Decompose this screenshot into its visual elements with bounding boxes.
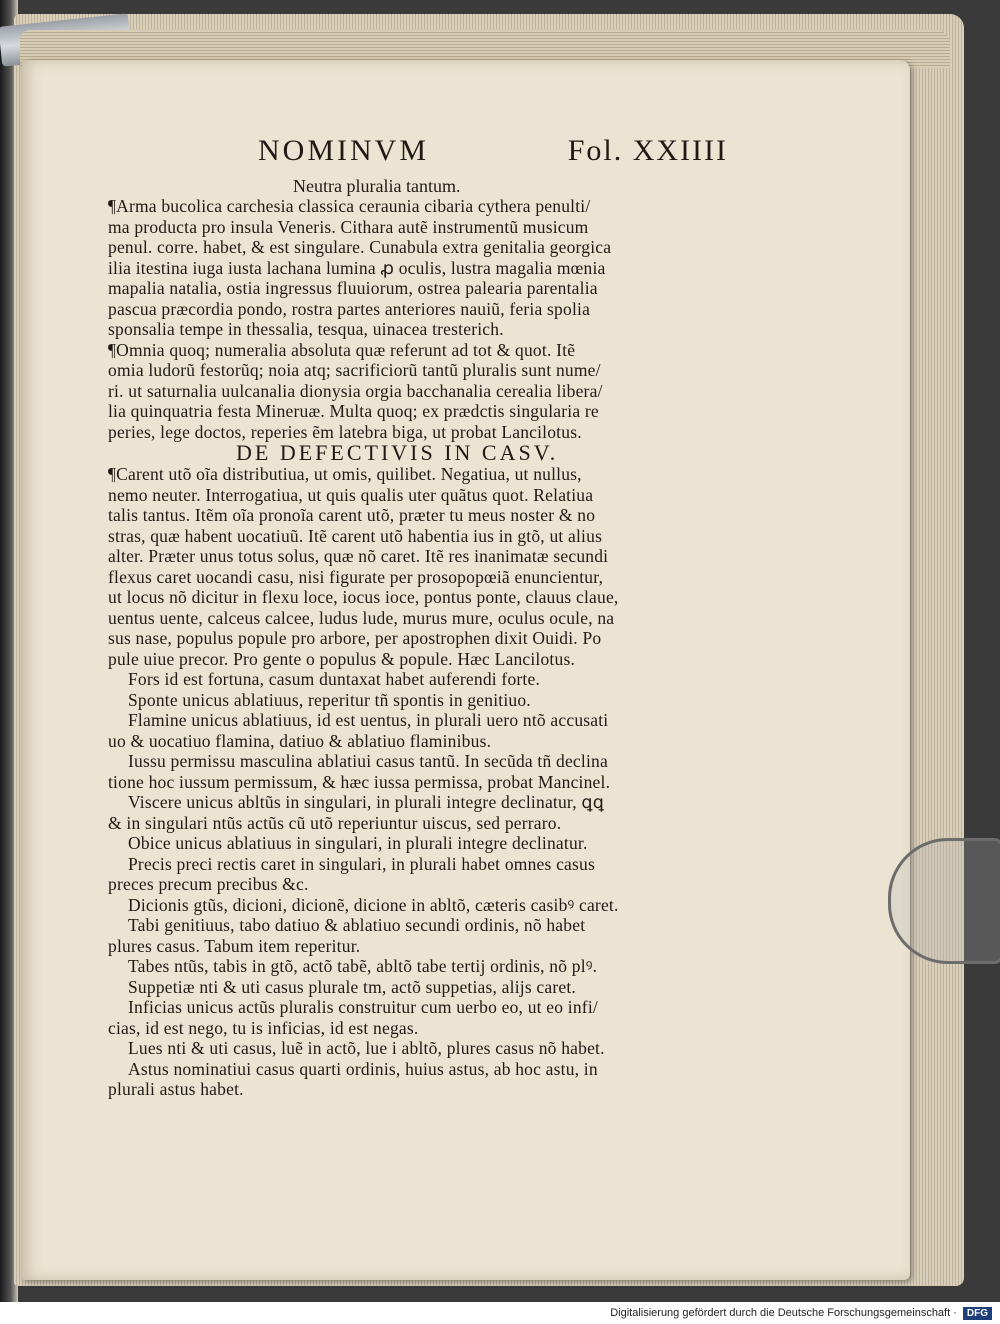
text-line: pule uiue precor. Pro gente o populus & popule. Hæc Lancilotus. [108,648,576,669]
text-line: preces precum precibus &c. [108,874,309,894]
paragraph-carent [108,464,728,669]
text-line: stras, quæ habent uocatiuũ. Itẽ carent utõ habentia ius in gtõ, ut alius [108,525,603,546]
text-line: Inficias unicus actũs pluralis construitur cum uerbo eo, ut eo infi/ [128,997,598,1017]
running-title: NOMINVM [258,134,429,167]
footer-bar [0,1302,1000,1324]
text-line: Flamine unicus ablatiuus, id est uentus, in plurali uero ntõ accusati [128,710,609,730]
text-line: omia ludorũ festorũq; noia atq; sacrificiorũ tantũ pluralis sunt nume/ [108,360,601,380]
text-line: flexus caret uocandi casu, nisi figurate per prosopopœiã enuncientur, [108,566,604,587]
text-line: uo & uocatiuo flamina, datiuo & ablatiuo flaminibus. [108,730,492,751]
text-line: plurali astus habet. [108,1079,244,1099]
paragraph-omnia [108,340,728,443]
text-line: Viscere unicus abltũs in singulari, in plurali integre declinatur, ꝗꝗ [128,792,605,812]
section-heading: DE DEFECTIVIS IN CASV. [236,440,559,465]
text-line: alter. Præter unus totus solus, quæ nõ caret. Itẽ res inanimatæ secundi [108,546,609,566]
text-line: uentus uente, calceus calcee, ludus lude, murus mure, oculus ocule, na [108,607,615,628]
text-line: Precis preci rectis caret in singulari, in plurali habet omnes casus [128,853,595,874]
text-line: sponsalia tempe in thessalia, tesqua, uinacea tresterich. [108,319,504,339]
text-line: cias, id est nego, tu is inficias, id est negas. [108,1017,419,1038]
running-header [258,134,728,168]
paragraph-arma [108,196,728,340]
text-line: nemo neuter. Interrogatiua, ut quis qualis uter quãtus quot. Relatiua [108,484,594,505]
text-line: Lues nti & uti casus, luẽ in actõ, lue i abltõ, plures casus nõ habet. [128,1038,605,1058]
text-line: Obice unicus ablatiuus in singulari, in plurali integre declinatur. [128,833,588,853]
folio-number: Fol. XXIIII [567,134,728,167]
text-line: ut locus nõ dicitur in flexu loce, iocus ioce, pontus ponte, clauus claue, [108,587,619,607]
text-line: Dicionis gtũs, dicioni, dicionẽ, dicione in abltõ, cæteris casibꝰ caret. [128,894,619,915]
footer-credit: Digitalisierung gefördert durch die Deutsche Forschungsgemeinschaft · [610,1307,957,1319]
page-text [108,134,728,1100]
page-clip [888,838,1000,964]
text-line: pascua præcordia pondo, rostra partes anteriores nauiũ, feria spolia [108,298,591,319]
text-line: ilia itestina iuga iusta lachana lumina ꝓ oculis, lustra magalia mœnia [108,257,606,278]
text-line: Tabes ntũs, tabis in gtõ, actõ tabẽ, abltõ tabe tertij ordinis, nõ plꝰ. [128,956,598,976]
text-line: tione hoc iussum permissum, & hæc iussa permissa, probat Mancinel. [108,771,611,792]
text-line: Sponte unicus ablatiuus, reperitur tñ spontis in genitiuo. [128,689,531,710]
text-line: & in singulari ntũs actũs cũ utõ reperiuntur uiscus, sed perraro. [108,812,562,833]
text-line: Fors id est fortuna, casum duntaxat habet auferendi forte. [128,669,541,689]
text-line: talis tantus. Itẽm oĩa pronoĩa carent utõ, præter tu meus noster & no [108,505,596,525]
text-line: ¶Arma bucolica carchesia classica ceraunia cibaria cythera penulti/ [108,196,591,216]
text-line: Tabi genitiuus, tabo datiuo & ablatiuo secundi ordinis, nõ habet [128,915,586,935]
text-line: lia quinquatria festa Mineruæ. Multa quoq; ex prædctis singularia re [108,401,599,421]
subheading: Neutra pluralia tantum. [293,176,461,196]
text-line: Astus nominatiui casus quarti ordinis, huius astus, ab hoc astu, in [128,1058,598,1079]
dfg-logo: DFG [963,1307,992,1320]
text-line: penul. corre. habet, & est singulare. Cunabula extra genitalia georgica [108,237,612,257]
text-line: ¶Carent utõ oĩa distributiua, ut omis, quilibet. Negatiua, ut nullus, [108,464,582,484]
text-line: Iussu permissu masculina ablatiui casus tantũ. In secũda tñ declina [128,751,608,771]
text-line: ma producta pro insula Veneris. Cithara autẽ instrumentũ musicum [108,216,589,237]
text-line: plures casus. Tabum item reperitur. [108,935,361,956]
entries-list [108,669,728,1100]
text-line: sus nase, populus popule pro arbore, per apostrophen dixit Ouidi. Po [108,628,602,648]
text-line: peries, lege doctos, reperies ẽm latebra biga, ut probat Lancilotus. [108,421,582,442]
text-line: Suppetiæ nti & uti casus plurale tm, actõ suppetias, alijs caret. [128,976,576,997]
text-line: ri. ut saturnalia uulcanalia dionysia orgia bacchanalia cerealia libera/ [108,380,603,401]
text-line: mapalia natalia, ostia ingressus fluuiorum, ostrea palearia parentalia [108,278,598,298]
text-line: ¶Omnia quoq; numeralia absoluta quæ referunt ad tot & quot. Itẽ [108,339,576,360]
